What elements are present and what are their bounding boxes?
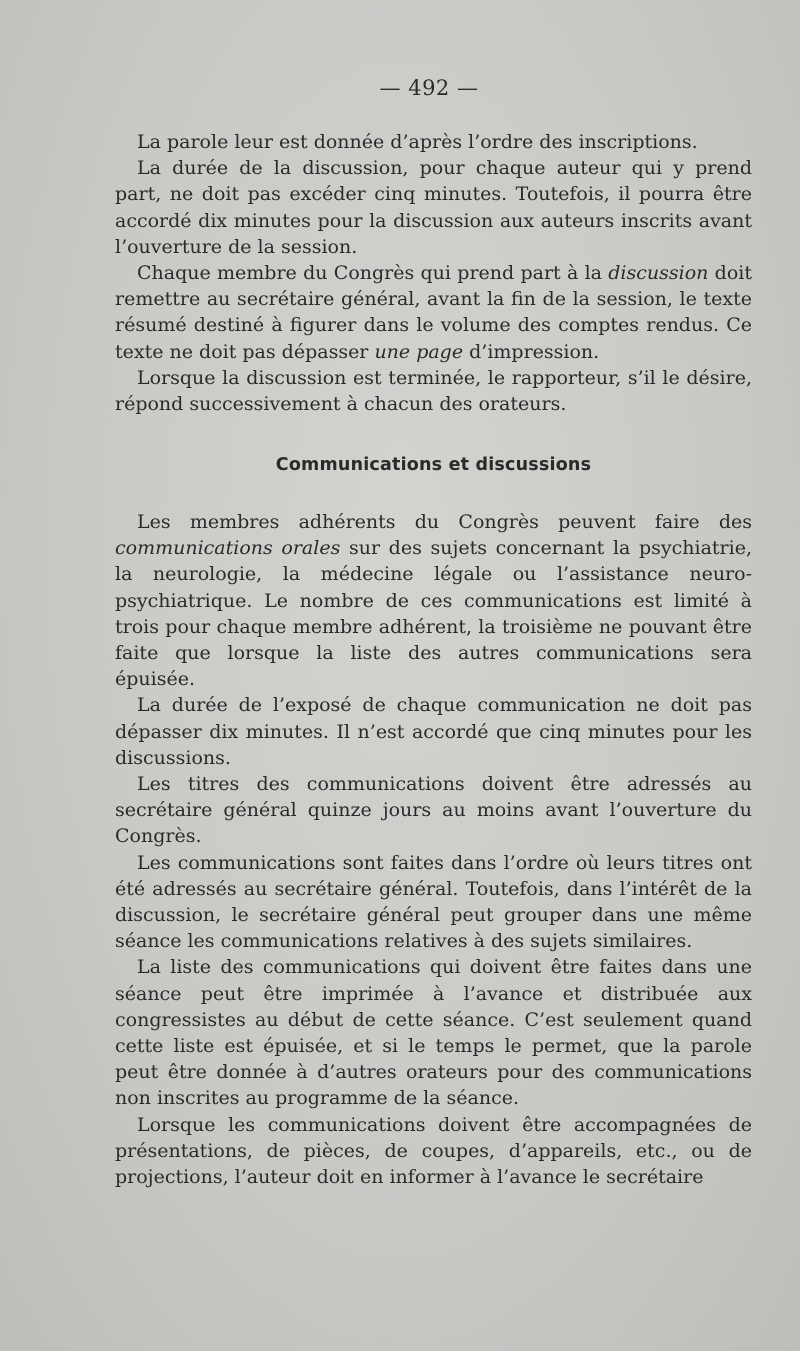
paragraph-1: La parole leur est donnée d’après l’ordre des inscriptions. xyxy=(137,131,698,153)
text-block-top xyxy=(115,129,752,417)
paragraph-2: La durée de la discussion, pour chaque auteur qui y prend part, ne doit pas excéder cinq minutes. Toutefois, il pourra être accordé dix minutes pour la discussion aux auteurs inscrits avant l’ouverture de la session. xyxy=(115,157,752,258)
paragraph-3-text-a: Chaque membre du Congrès qui prend part à la xyxy=(137,262,609,285)
paragraph-4: Lorsque la discussion est terminée, le rapporteur, s’il le désire, répond successivement à chacun des orateurs. xyxy=(115,366,752,416)
paragraph-5-text-a: Les membres adhérents du Congrès peuvent faire des xyxy=(137,511,752,533)
paragraph-3-text-b: doit remettre au secrétaire général, avant la fin de la session, le texte résumé destiné à figurer dans le volume des comptes rendus. Ce texte ne doit pas dépasser xyxy=(115,262,752,363)
paragraph-3-emphasis-2: une page xyxy=(374,340,464,363)
paragraph-3 xyxy=(115,260,752,365)
page-number: — 492 — xyxy=(379,76,479,100)
text-block-bottom xyxy=(115,509,752,1190)
paragraph-3-emphasis-1: discussion xyxy=(608,262,709,285)
paragraph-5-emphasis: communications orales xyxy=(115,537,341,560)
paragraph-9: La liste des communications qui doivent être faites dans une séance peut être imprimée à l’avance et distribuée aux congressistes au début de cette séance. C’est seulement quand cette liste est épuisée, et si le temps le permet, que la parole peut être donnée à d’autres orateurs pour des communications non inscrites au programme de la séance. xyxy=(115,956,752,1110)
paragraph-6: La durée de l’exposé de chaque communication ne doit pas dépasser dix minutes. Il n’est accordé que cinq minutes pour les discussions. xyxy=(115,694,752,769)
section-heading: Communications et discussions xyxy=(275,455,592,475)
paragraph-5 xyxy=(115,509,752,692)
paragraph-7: Les titres des communications doivent être adressés au secrétaire général quinze jours au moins avant l’ouverture du Congrès. xyxy=(115,773,752,848)
paragraph-10: Lorsque les communications doivent être accompagnées de présentations, de pièces, de coupes, d’appareils, etc., ou de projections, l’auteur doit en informer à l’avance le secrétaire xyxy=(115,1113,752,1189)
paragraph-3-text-c: d’impression. xyxy=(463,340,600,363)
paragraph-8: Les communications sont faites dans l’ordre où leurs titres ont été adressés au secrétaire général. Toutefois, dans l’intérêt de la discussion, le secrétaire général peut grouper dans une même séance les communications relatives à des sujets similaires. xyxy=(115,851,752,953)
paragraph-5-text-b: sur des sujets concernant la psychiatrie, la neurologie, la médecine légale ou l’assistance neuro-psychiatrique. Le nombre de ces communications est limité à trois pour chaque membre adhérent, la troisième ne pouvant être faite que lorsque la liste des autres communications sera épuisée. xyxy=(115,537,752,691)
